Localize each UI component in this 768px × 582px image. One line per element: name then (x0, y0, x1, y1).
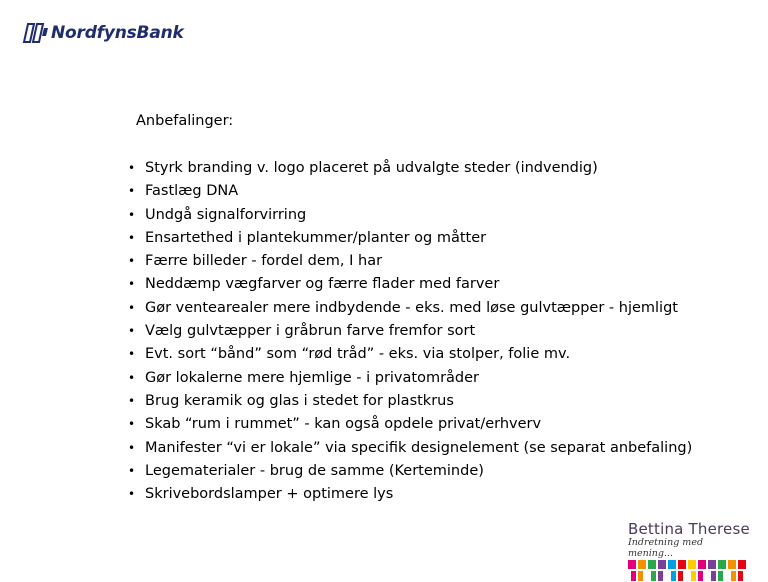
list-item-text: Vælg gulvtæpper i gråbrun farve fremfor sort (145, 323, 476, 340)
pattern-block (728, 560, 736, 581)
list-item (128, 483, 692, 506)
bullet-icon: • (128, 347, 136, 362)
bullet-icon: • (128, 487, 136, 502)
pattern-block (658, 560, 666, 581)
list-item-text: Fastlæg DNA (145, 183, 239, 200)
bullet-icon: • (128, 254, 136, 269)
pattern-block (708, 560, 716, 581)
list-item (128, 157, 692, 180)
signature-logo (628, 522, 750, 582)
signature-tagline: Indretning med mening... (628, 537, 704, 559)
recommendations-list (128, 157, 692, 506)
bullet-icon: • (128, 324, 136, 339)
pattern-block (638, 560, 646, 581)
list-item (128, 227, 692, 250)
list-item-text: Færre billeder - fordel dem, I har (145, 253, 383, 270)
pattern-block (668, 560, 676, 581)
list-item-text: Ensartethed i plantekummer/planter og måtter (145, 229, 487, 246)
list-item-text: Evt. sort “bånd” som “rød tråd” - eks. via stolper, folie mv. (145, 346, 571, 363)
list-item-text: Skab “rum i rummet” - kan også opdele privat/erhverv (145, 416, 542, 433)
bullet-icon: • (128, 300, 136, 315)
brand-name: NordfynsBank (51, 23, 184, 43)
list-item-text: Undgå signalforvirring (145, 206, 307, 223)
list-item-text: Styrk branding v. logo placeret på udvalgte steder (indvendig) (145, 160, 598, 176)
list-item-text: Skrivebordslamper + optimere lys (145, 486, 394, 503)
list-item-text: Legematerialer - brug de samme (Kerteminde) (145, 462, 484, 479)
pattern-block (718, 560, 726, 581)
bullet-icon: • (128, 440, 136, 455)
list-item-text: Manifester “vi er lokale” via specifik designelement (se separat anbefaling) (145, 439, 693, 456)
list-item-text: Brug keramik og glas i stedet for plastkrus (145, 392, 454, 409)
bullet-icon: • (128, 230, 136, 245)
pattern-block (698, 560, 706, 581)
bullet-icon: • (128, 417, 136, 432)
pattern-block (678, 560, 686, 581)
list-item (128, 180, 692, 203)
nordfyns-bank-logo (22, 22, 184, 44)
pattern-block (688, 560, 696, 581)
list-item-text: Neddæmp vægfarver og færre flader med farver (145, 276, 500, 293)
list-item (128, 413, 692, 436)
list-item (128, 343, 692, 366)
pattern-block (738, 560, 746, 581)
bullet-icon: • (128, 184, 136, 199)
list-item (128, 390, 692, 413)
list-item (128, 250, 692, 273)
bullet-icon: • (128, 161, 136, 175)
list-item (128, 437, 692, 460)
pattern-block (648, 560, 656, 581)
list-item (128, 460, 692, 483)
bullet-icon: • (128, 370, 136, 385)
list-item-text: Gør lokalerne mere hjemlige - i privatområder (145, 369, 480, 386)
bank-logo-mark-icon (22, 22, 50, 44)
list-item (128, 297, 692, 320)
signature-name: Bettina Therese (628, 520, 750, 538)
list-item (128, 320, 692, 343)
bullet-icon: • (128, 463, 136, 478)
pattern-block (628, 560, 636, 581)
list-item (128, 204, 692, 227)
page-heading: Anbefalinger: (136, 113, 234, 129)
list-item (128, 367, 692, 390)
bullet-icon: • (128, 393, 136, 408)
bullet-icon: • (128, 277, 136, 292)
list-item (128, 273, 692, 296)
bullet-icon: • (128, 207, 136, 222)
list-item-text: Gør ventearealer mere indbydende - eks. med løse gulvtæpper - hjemligt (145, 299, 678, 316)
